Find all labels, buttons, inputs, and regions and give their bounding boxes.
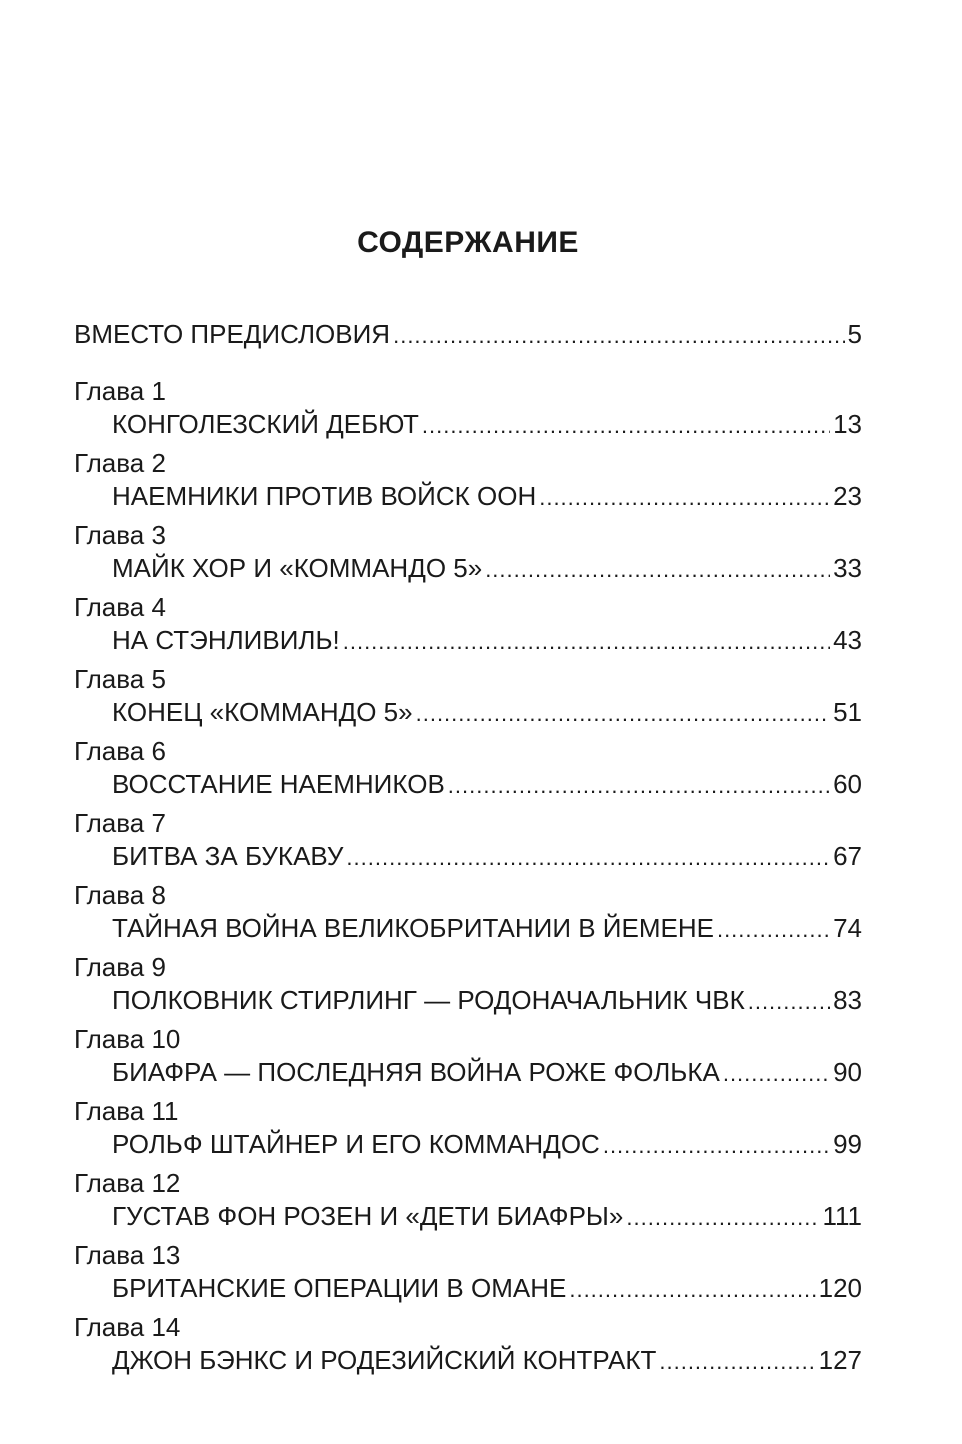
toc-line xyxy=(74,838,862,874)
chapter-label: Глава 1 xyxy=(74,376,166,406)
toc-entry-chapter-1 xyxy=(74,376,862,448)
toc-entry-chapter-7 xyxy=(74,808,862,880)
entry-title: КОНГОЛЕЗСКИЙ ДЕБЮТ xyxy=(112,409,419,439)
chapter-label: Глава 14 xyxy=(74,1312,181,1342)
dot-leader xyxy=(748,984,830,1020)
page-number: 13 xyxy=(833,409,862,439)
dot-leader xyxy=(539,480,830,516)
dot-leader xyxy=(448,768,830,804)
dot-leader xyxy=(723,1056,830,1092)
page-number: 67 xyxy=(833,841,862,871)
dot-leader xyxy=(569,1272,815,1308)
dot-leader xyxy=(485,552,830,588)
dot-leader xyxy=(422,408,830,444)
entry-title: ВОССТАНИЕ НАЕМНИКОВ xyxy=(112,769,445,799)
toc-entry-chapter-8 xyxy=(74,880,862,952)
toc-entry-chapter-3 xyxy=(74,520,862,592)
entry-title: КОНЕЦ «КОММАНДО 5» xyxy=(112,697,413,727)
chapter-label: Глава 6 xyxy=(74,736,166,766)
entry-title: БИТВА ЗА БУКАВУ xyxy=(112,841,344,871)
entry-title: НАЕМНИКИ ПРОТИВ ВОЙСК ООН xyxy=(112,481,537,511)
toc-line xyxy=(74,1126,862,1162)
toc-entry-chapter-9 xyxy=(74,952,862,1024)
entry-title: ГУСТАВ ФОН РОЗЕН И «ДЕТИ БИАФРЫ» xyxy=(112,1201,624,1231)
dot-leader xyxy=(343,624,830,660)
chapter-label: Глава 10 xyxy=(74,1024,181,1054)
page-title: СОДЕРЖАНИЕ xyxy=(357,226,579,259)
page-number: 33 xyxy=(833,553,862,583)
chapter-label: Глава 12 xyxy=(74,1168,181,1198)
page-number: 99 xyxy=(833,1129,862,1159)
toc-entry-chapter-14 xyxy=(74,1312,862,1384)
toc-line xyxy=(74,982,862,1018)
page-number: 83 xyxy=(833,985,862,1015)
chapter-label: Глава 8 xyxy=(74,880,166,910)
toc-line xyxy=(74,1270,862,1306)
entry-title: БИАФРА — ПОСЛЕДНЯЯ ВОЙНА РОЖЕ ФОЛЬКА xyxy=(112,1057,720,1087)
dot-leader xyxy=(346,840,830,876)
chapter-label: Глава 5 xyxy=(74,664,166,694)
toc-entry-chapter-13 xyxy=(74,1240,862,1312)
page-number: 5 xyxy=(847,319,862,349)
chapter-label: Глава 3 xyxy=(74,520,166,550)
chapter-label: Глава 13 xyxy=(74,1240,181,1270)
toc-line xyxy=(74,1198,862,1234)
entry-title: НА СТЭНЛИВИЛЬ! xyxy=(112,625,340,655)
toc-line xyxy=(74,1054,862,1090)
toc-line xyxy=(74,622,862,658)
toc-line xyxy=(74,478,862,514)
dot-leader xyxy=(717,912,830,948)
entry-title: ДЖОН БЭНКС И РОДЕЗИЙСКИЙ КОНТРАКТ xyxy=(112,1345,657,1375)
toc-line xyxy=(74,694,862,730)
table-of-contents xyxy=(74,316,862,1384)
toc-entry-chapter-4 xyxy=(74,592,862,664)
toc-entry-preface xyxy=(74,316,862,376)
dot-leader xyxy=(393,318,844,354)
chapter-label: Глава 7 xyxy=(74,808,166,838)
dot-leader xyxy=(603,1128,830,1164)
page-number: 111 xyxy=(822,1201,862,1231)
toc-entry-chapter-10 xyxy=(74,1024,862,1096)
toc-entry-chapter-11 xyxy=(74,1096,862,1168)
toc-line xyxy=(74,910,862,946)
page-number: 127 xyxy=(818,1345,862,1375)
page-number: 23 xyxy=(833,481,862,511)
page-number: 43 xyxy=(833,625,862,655)
entry-title: РОЛЬФ ШТАЙНЕР И ЕГО КОММАНДОС xyxy=(112,1129,600,1159)
page-number: 120 xyxy=(818,1273,862,1303)
toc-entry-chapter-12 xyxy=(74,1168,862,1240)
page-number: 90 xyxy=(833,1057,862,1087)
chapter-label: Глава 11 xyxy=(74,1096,179,1126)
page-number: 74 xyxy=(833,913,862,943)
toc-entry-chapter-5 xyxy=(74,664,862,736)
dot-leader xyxy=(626,1200,819,1236)
entry-title: БРИТАНСКИЕ ОПЕРАЦИИ В ОМАНЕ xyxy=(112,1273,567,1303)
entry-title: ПОЛКОВНИК СТИРЛИНГ — РОДОНАЧАЛЬНИК ЧВК xyxy=(112,985,745,1015)
entry-title: ВМЕСТО ПРЕДИСЛОВИЯ xyxy=(74,319,391,349)
chapter-label: Глава 9 xyxy=(74,952,166,982)
toc-entry-chapter-6 xyxy=(74,736,862,808)
dot-leader xyxy=(659,1344,815,1380)
toc-line xyxy=(74,316,862,352)
page-number: 51 xyxy=(833,697,862,727)
toc-line xyxy=(74,550,862,586)
toc-line xyxy=(74,766,862,802)
chapter-label: Глава 2 xyxy=(74,448,166,478)
toc-line xyxy=(74,1342,862,1378)
dot-leader xyxy=(416,696,830,732)
chapter-label: Глава 4 xyxy=(74,592,166,622)
toc-line xyxy=(74,406,862,442)
toc-entry-chapter-2 xyxy=(74,448,862,520)
entry-title: ТАЙНАЯ ВОЙНА ВЕЛИКОБРИТАНИИ В ЙЕМЕНЕ xyxy=(112,913,714,943)
entry-title: МАЙК ХОР И «КОММАНДО 5» xyxy=(112,553,483,583)
page-number: 60 xyxy=(833,769,862,799)
